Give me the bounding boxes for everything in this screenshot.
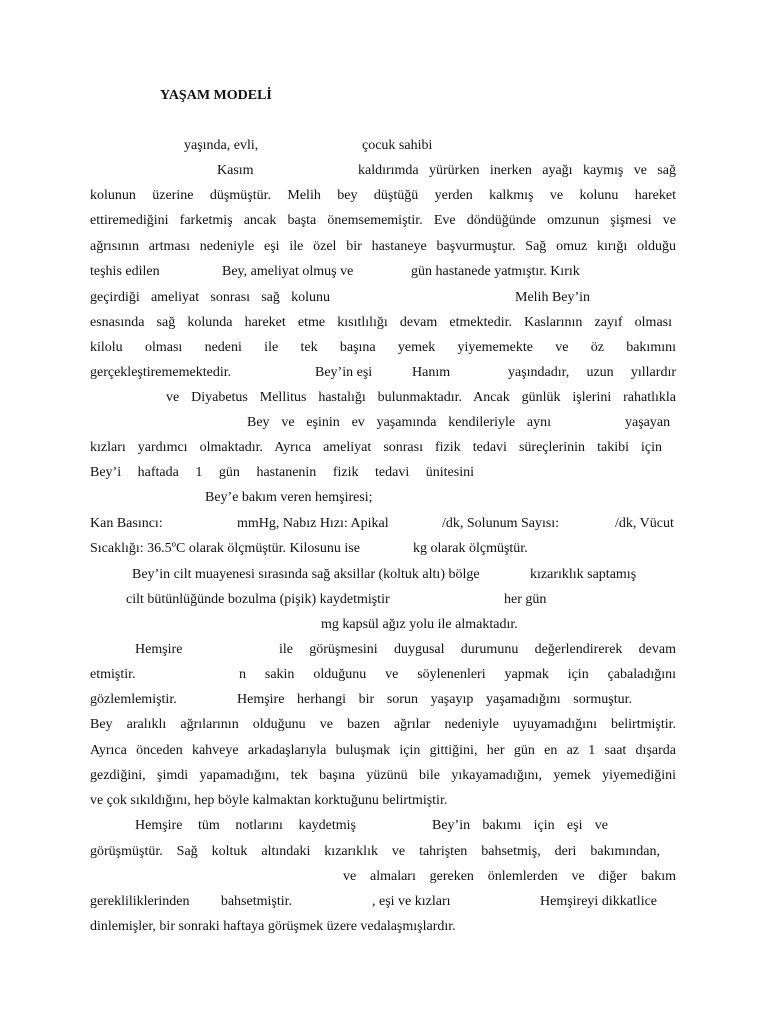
paragraph-line: görüşmüştür. Sağ koltuk altındaki kızarıklık ve tahrişten bahsetmiş, deri bakımından, (90, 844, 660, 859)
text-fragment: mmHg, Nabız Hızı: Apikal (237, 516, 389, 531)
text-fragment: Bey’in cilt muayenesi sırasında sağ aksillar (koltuk altı) bölge (132, 567, 480, 582)
text-fragment: gerçekleştirememektedir. (90, 365, 232, 380)
text-fragment: n sakin olduğunu ve söylenenleri yapmak için çabaladığını (239, 667, 676, 682)
text-fragment: cilt bütünlüğünde bozulma (pişik) kaydetmiştir (126, 592, 390, 607)
text-fragment: yaşında, evli, (184, 138, 259, 153)
text-fragment: kızarıklık saptamış (530, 567, 637, 582)
text-fragment: Hemşireyi dikkatlice (540, 894, 658, 909)
text-fragment: Sıcaklığı: 36.5ºC olarak ölçmüştür. Kilosunu ise (90, 541, 360, 556)
document-title: YAŞAM MODELİ (160, 88, 272, 103)
text-fragment: çocuk sahibi (362, 138, 433, 153)
paragraph-line: esnasında sağ kolunda hareket etme kısıtlılığı devam etmektedir. Kaslarının zayıf olması (90, 315, 672, 330)
paragraph-line: dinlemişler, bir sonraki haftaya görüşmek üzere vedalaşmışlardır. (90, 919, 456, 934)
text-fragment: Bey, ameliyat olmuş ve (222, 264, 354, 279)
text-fragment: ile görüşmesini duygusal durumunu değerlendirerek devam (279, 642, 676, 657)
paragraph-line: Bey aralıklı ağrılarının olduğunu ve bazen ağrılar nedeniyle uyuyamadığını belirtmiştir. (90, 717, 676, 732)
text-fragment: Hemşire tüm notlarını kaydetmiş (135, 818, 356, 833)
text-fragment: gerekliliklerinden bahsetmiştir. (90, 894, 292, 909)
text-fragment: , eşi ve kızları (372, 894, 451, 909)
text-fragment: ve Diyabetus Mellitus hastalığı bulunmaktadır. Ancak günlük işlerini rahatlıkla (166, 390, 676, 405)
text-fragment: Melih Bey’in (515, 290, 591, 305)
text-fragment: etmiştir. (90, 667, 136, 682)
text-fragment: Hemşire (135, 642, 183, 657)
text-fragment: gün hastanede yatmıştır. Kırık (411, 264, 580, 279)
text-fragment: Kan Basıncı: (90, 516, 163, 531)
text-fragment: teşhis edilen (90, 264, 160, 279)
text-fragment: yaşındadır, uzun yıllardır (508, 365, 676, 380)
text-fragment: /dk, Vücut (615, 516, 674, 531)
text-fragment: Hemşire herhangi bir sorun yaşayıp yaşamadığını sormuştur. (237, 692, 632, 707)
text-fragment: Kasım (217, 163, 254, 178)
text-fragment: /dk, Solunum Sayısı: (442, 516, 560, 531)
text-fragment: gözlemlemiştir. (90, 692, 177, 707)
text-fragment: ve almaları gereken önlemlerden ve diğer bakım (343, 869, 676, 884)
text-fragment: kaldırımda yürürken inerken ayağı kaymış ve sağ (358, 163, 676, 178)
paragraph-line: ağrısının artması nedeniyle eşi ile özel bir hastaneye başvurmuştur. Sağ omuz kırığı olduğu (90, 239, 676, 254)
paragraph-line: kolunun üzerine düşmüştür. Melih bey düştüğü yerden kalkmış ve kolunu hareket (90, 188, 676, 203)
paragraph-line: ve çok sıkıldığını, hep böyle kalmaktan korktuğunu belirtmiştir. (90, 793, 448, 808)
paragraph-line: Ayrıca önceden kahveye arkadaşlarıyla buluşmak için gittiğini, her gün en az 1 saat dışarda (90, 743, 676, 758)
text-fragment: mg kapsül ağız yolu ile almaktadır. (321, 617, 518, 632)
text-fragment: Bey ve eşinin ev yaşamında kendileriyle aynı (247, 415, 551, 430)
text-fragment: Bey’in bakımı için eşi ve (432, 818, 608, 833)
text-fragment: her gün (504, 592, 547, 607)
text-fragment: kg olarak ölçmüştür. (413, 541, 528, 556)
text-fragment: Hanım (412, 365, 451, 380)
text-fragment: Bey’in eşi (315, 365, 373, 380)
paragraph-line: gezdiğini, şimdi yapamadığını, tek başına yüzünü bile yıkayamadığını, yemek yiyemediğini (90, 768, 676, 783)
text-fragment: Bey’e bakım veren hemşiresi; (205, 490, 373, 505)
paragraph-line: ettiremediğini farketmiş ancak başta önemsememiştir. Eve döndüğünde omzunun şişmesi ve (90, 213, 676, 228)
paragraph-line: kilolu olması nedeni ile tek başına yemek yiyememekte ve öz bakımını (90, 340, 676, 355)
paragraph-line: kızları yardımcı olmaktadır. Ayrıca ameliyat sonrası fizik tedavi süreçlerinin takibi için (90, 440, 662, 455)
text-fragment: yaşayan (625, 415, 671, 430)
text-fragment: Bey’i haftada 1 gün hastanenin fizik tedavi ünitesini (90, 465, 474, 480)
text-fragment: geçirdiği ameliyat sonrası sağ kolunu (90, 290, 330, 305)
